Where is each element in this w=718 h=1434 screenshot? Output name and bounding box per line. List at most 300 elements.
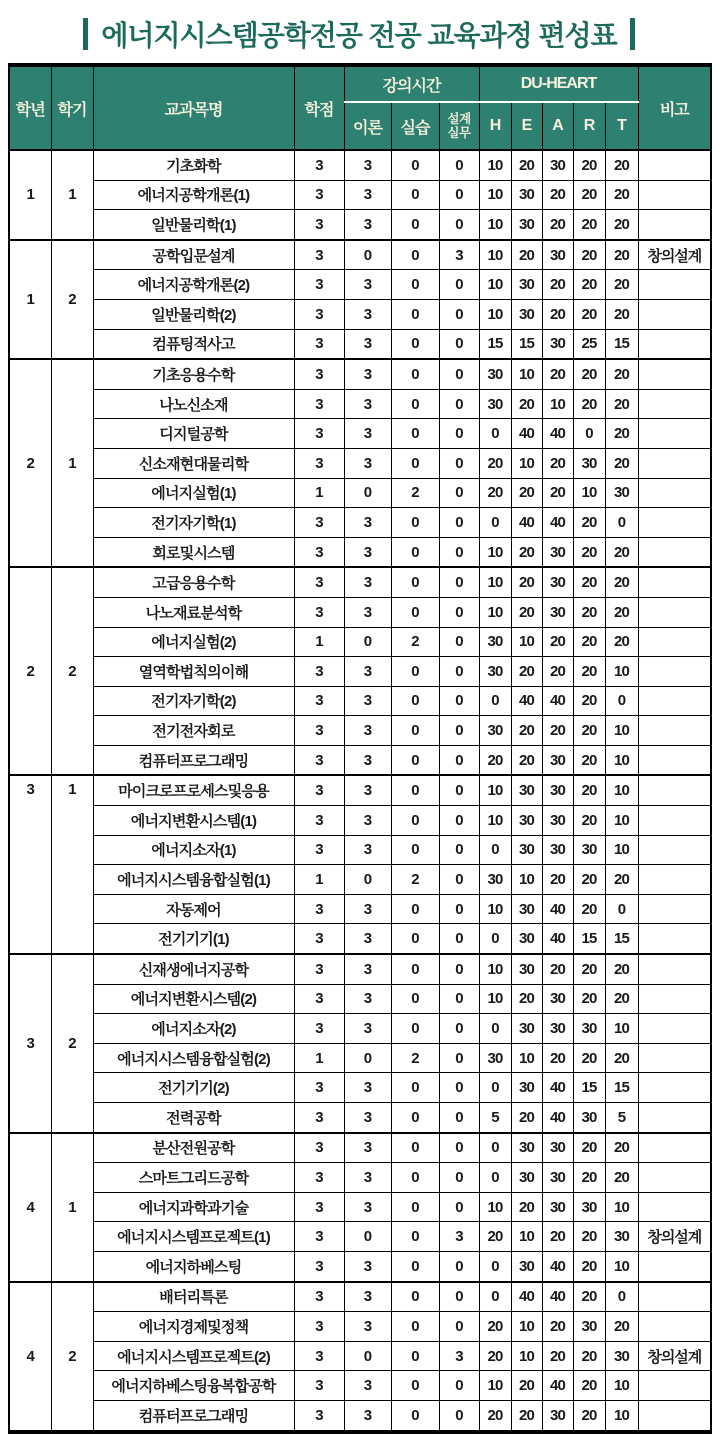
practice-hours-cell: 0 — [391, 1371, 439, 1401]
course-row — [9, 537, 711, 567]
practice-hours-cell: 2 — [391, 865, 439, 895]
design-hours-cell: 0 — [439, 1103, 479, 1133]
credits-cell: 3 — [294, 1014, 344, 1044]
semester-cell: 2 — [51, 240, 93, 359]
theory-hours-cell: 3 — [344, 419, 391, 449]
theory-hours-cell: 0 — [344, 1222, 391, 1252]
course-row — [9, 508, 711, 538]
heart-t-cell: 20 — [605, 984, 638, 1014]
heart-e-cell: 30 — [511, 954, 542, 984]
heart-a-cell: 20 — [542, 180, 573, 210]
credits-cell: 3 — [294, 686, 344, 716]
design-hours-cell: 0 — [439, 180, 479, 210]
heart-e-cell: 30 — [511, 299, 542, 329]
heart-r-cell: 20 — [573, 716, 605, 746]
heart-t-cell: 20 — [605, 1163, 638, 1193]
heart-h-cell: 0 — [479, 1163, 511, 1193]
course-row — [9, 329, 711, 359]
course-row — [9, 419, 711, 449]
credits-cell: 3 — [294, 597, 344, 627]
heart-r-cell: 30 — [573, 448, 605, 478]
heart-t-cell: 10 — [605, 1192, 638, 1222]
heart-e-cell: 20 — [511, 745, 542, 775]
year-cell: 1 — [9, 240, 51, 359]
credits-cell: 3 — [294, 954, 344, 984]
design-hours-cell: 0 — [439, 894, 479, 924]
note-cell — [638, 806, 711, 836]
semester-cell: 1 — [51, 359, 93, 567]
credits-cell: 3 — [294, 657, 344, 687]
year-cell: 4 — [9, 1282, 51, 1432]
heart-h-cell: 10 — [479, 180, 511, 210]
semester-cell: 1 — [51, 775, 93, 954]
heart-t-cell: 10 — [605, 1371, 638, 1401]
header-theory: 이론 — [344, 102, 391, 150]
heart-e-cell: 10 — [511, 865, 542, 895]
practice-hours-cell: 0 — [391, 657, 439, 687]
note-cell: 창의설계 — [638, 240, 711, 270]
note-cell — [638, 657, 711, 687]
course-row — [9, 657, 711, 687]
course-row — [9, 1192, 711, 1222]
credits-cell: 3 — [294, 1133, 344, 1163]
heart-t-cell: 10 — [605, 1400, 638, 1431]
note-cell — [638, 627, 711, 657]
heart-h-cell: 20 — [479, 1341, 511, 1371]
header-lecture-hours-group: 강의시간 — [344, 65, 479, 102]
heart-a-cell: 20 — [542, 270, 573, 300]
heart-r-cell: 20 — [573, 1282, 605, 1312]
heart-r-cell: 20 — [573, 210, 605, 240]
design-hours-cell: 0 — [439, 1251, 479, 1281]
heart-e-cell: 40 — [511, 1282, 542, 1312]
heart-t-cell: 15 — [605, 924, 638, 954]
course-name-cell: 공학입문설계 — [93, 240, 294, 270]
header-heart-r: R — [573, 102, 605, 150]
practice-hours-cell: 0 — [391, 329, 439, 359]
note-cell — [638, 537, 711, 567]
heart-a-cell: 10 — [542, 389, 573, 419]
credits-cell: 3 — [294, 1222, 344, 1252]
heart-a-cell: 30 — [542, 537, 573, 567]
heart-e-cell: 20 — [511, 537, 542, 567]
course-name-cell: 에너지공학개론(2) — [93, 270, 294, 300]
course-name-cell: 일반물리학(2) — [93, 299, 294, 329]
theory-hours-cell: 3 — [344, 1073, 391, 1103]
course-name-cell: 전기전자회로 — [93, 716, 294, 746]
heart-e-cell: 10 — [511, 1043, 542, 1073]
heart-e-cell: 30 — [511, 1133, 542, 1163]
practice-hours-cell: 0 — [391, 1014, 439, 1044]
heart-h-cell: 0 — [479, 1133, 511, 1163]
practice-hours-cell: 2 — [391, 627, 439, 657]
design-hours-cell: 0 — [439, 1312, 479, 1342]
theory-hours-cell: 3 — [344, 150, 391, 180]
design-hours-cell: 0 — [439, 478, 479, 508]
heart-a-cell: 20 — [542, 1043, 573, 1073]
theory-hours-cell: 3 — [344, 686, 391, 716]
course-name-cell: 디지털공학 — [93, 419, 294, 449]
heart-h-cell: 30 — [479, 657, 511, 687]
heart-r-cell: 15 — [573, 924, 605, 954]
heart-r-cell: 20 — [573, 627, 605, 657]
heart-r-cell: 20 — [573, 775, 605, 805]
heart-r-cell: 20 — [573, 1371, 605, 1401]
course-name-cell: 배터리특론 — [93, 1282, 294, 1312]
heart-t-cell: 20 — [605, 389, 638, 419]
heart-r-cell: 20 — [573, 1133, 605, 1163]
heart-h-cell: 20 — [479, 448, 511, 478]
heart-e-cell: 10 — [511, 359, 542, 389]
design-hours-cell: 0 — [439, 1282, 479, 1312]
heart-t-cell: 20 — [605, 865, 638, 895]
heart-h-cell: 10 — [479, 806, 511, 836]
credits-cell: 3 — [294, 1341, 344, 1371]
course-row — [9, 775, 711, 805]
theory-hours-cell: 0 — [344, 1043, 391, 1073]
course-row — [9, 299, 711, 329]
design-hours-cell: 0 — [439, 389, 479, 419]
heart-e-cell: 30 — [511, 924, 542, 954]
practice-hours-cell: 0 — [391, 359, 439, 389]
curriculum-table — [8, 63, 712, 1434]
heart-e-cell: 20 — [511, 984, 542, 1014]
header-note: 비고 — [638, 65, 711, 150]
heart-r-cell: 20 — [573, 299, 605, 329]
curriculum-table-body — [9, 150, 711, 1432]
course-name-cell: 에너지시스템프로젝트(2) — [93, 1341, 294, 1371]
note-cell — [638, 716, 711, 746]
course-name-cell: 신소재현대물리학 — [93, 448, 294, 478]
course-name-cell: 에너지시스템융합실험(1) — [93, 865, 294, 895]
course-row — [9, 1133, 711, 1163]
theory-hours-cell: 3 — [344, 745, 391, 775]
course-row — [9, 865, 711, 895]
heart-e-cell: 10 — [511, 1341, 542, 1371]
heart-e-cell: 20 — [511, 150, 542, 180]
design-hours-cell: 0 — [439, 657, 479, 687]
theory-hours-cell: 3 — [344, 448, 391, 478]
design-hours-cell: 0 — [439, 1073, 479, 1103]
practice-hours-cell: 0 — [391, 448, 439, 478]
heart-t-cell: 30 — [605, 1222, 638, 1252]
heart-e-cell: 40 — [511, 686, 542, 716]
heart-t-cell: 10 — [605, 716, 638, 746]
heart-h-cell: 10 — [479, 1371, 511, 1401]
heart-h-cell: 30 — [479, 1043, 511, 1073]
credits-cell: 1 — [294, 1043, 344, 1073]
note-cell — [638, 299, 711, 329]
heart-a-cell: 20 — [542, 1341, 573, 1371]
credits-cell: 3 — [294, 419, 344, 449]
heart-e-cell: 30 — [511, 1014, 542, 1044]
course-row — [9, 359, 711, 389]
heart-r-cell: 20 — [573, 1163, 605, 1193]
note-cell — [638, 835, 711, 865]
heart-h-cell: 20 — [479, 745, 511, 775]
design-hours-cell: 0 — [439, 865, 479, 895]
note-cell — [638, 984, 711, 1014]
heart-h-cell: 10 — [479, 775, 511, 805]
heart-t-cell: 15 — [605, 329, 638, 359]
theory-hours-cell: 3 — [344, 359, 391, 389]
design-hours-cell: 0 — [439, 210, 479, 240]
course-name-cell: 에너지시스템프로젝트(1) — [93, 1222, 294, 1252]
heart-a-cell: 20 — [542, 716, 573, 746]
course-name-cell: 스마트그리드공학 — [93, 1163, 294, 1193]
practice-hours-cell: 2 — [391, 1043, 439, 1073]
heart-h-cell: 0 — [479, 1073, 511, 1103]
course-name-cell: 신재생에너지공학 — [93, 954, 294, 984]
design-hours-cell: 0 — [439, 567, 479, 597]
note-cell — [638, 1192, 711, 1222]
heart-h-cell: 10 — [479, 537, 511, 567]
note-cell — [638, 1014, 711, 1044]
heart-t-cell: 30 — [605, 1341, 638, 1371]
note-cell — [638, 745, 711, 775]
heart-h-cell: 0 — [479, 419, 511, 449]
practice-hours-cell: 0 — [391, 745, 439, 775]
theory-hours-cell: 3 — [344, 894, 391, 924]
note-cell — [638, 865, 711, 895]
practice-hours-cell: 0 — [391, 924, 439, 954]
heart-h-cell: 30 — [479, 359, 511, 389]
header-heart-t: T — [605, 102, 638, 150]
credits-cell: 3 — [294, 270, 344, 300]
course-name-cell: 컴퓨터프로그래밍 — [93, 745, 294, 775]
theory-hours-cell: 3 — [344, 984, 391, 1014]
credits-cell: 3 — [294, 537, 344, 567]
note-cell — [638, 1043, 711, 1073]
heart-e-cell: 20 — [511, 657, 542, 687]
heart-e-cell: 20 — [511, 389, 542, 419]
course-name-cell: 에너지소자(1) — [93, 835, 294, 865]
note-cell — [638, 329, 711, 359]
heart-t-cell: 20 — [605, 150, 638, 180]
theory-hours-cell: 3 — [344, 1251, 391, 1281]
design-hours-cell: 0 — [439, 419, 479, 449]
practice-hours-cell: 2 — [391, 478, 439, 508]
heart-a-cell: 30 — [542, 745, 573, 775]
course-row — [9, 745, 711, 775]
practice-hours-cell: 0 — [391, 775, 439, 805]
note-cell — [638, 389, 711, 419]
heart-a-cell: 40 — [542, 894, 573, 924]
note-cell — [638, 894, 711, 924]
design-hours-cell: 0 — [439, 448, 479, 478]
heart-e-cell: 10 — [511, 627, 542, 657]
header-course-name: 교과목명 — [93, 65, 294, 150]
heart-a-cell: 20 — [542, 1222, 573, 1252]
design-hours-cell: 0 — [439, 954, 479, 984]
credits-cell: 3 — [294, 150, 344, 180]
header-semester: 학기 — [51, 65, 93, 150]
heart-t-cell: 20 — [605, 1312, 638, 1342]
heart-t-cell: 0 — [605, 508, 638, 538]
header-heart-h: H — [479, 102, 511, 150]
header-credits: 학점 — [294, 65, 344, 150]
course-name-cell: 기초응용수학 — [93, 359, 294, 389]
course-row — [9, 150, 711, 180]
semester-cell: 2 — [51, 1282, 93, 1432]
note-cell — [638, 924, 711, 954]
heart-h-cell: 10 — [479, 984, 511, 1014]
note-cell — [638, 478, 711, 508]
theory-hours-cell: 3 — [344, 329, 391, 359]
theory-hours-cell: 3 — [344, 508, 391, 538]
heart-h-cell: 20 — [479, 1400, 511, 1431]
practice-hours-cell: 0 — [391, 1251, 439, 1281]
course-row — [9, 1282, 711, 1312]
note-cell — [638, 567, 711, 597]
practice-hours-cell: 0 — [391, 806, 439, 836]
heart-e-cell: 20 — [511, 716, 542, 746]
theory-hours-cell: 3 — [344, 210, 391, 240]
heart-h-cell: 30 — [479, 627, 511, 657]
header-design-practice: 설계실무 — [439, 102, 479, 150]
design-hours-cell: 0 — [439, 835, 479, 865]
practice-hours-cell: 0 — [391, 686, 439, 716]
practice-hours-cell: 0 — [391, 984, 439, 1014]
design-hours-cell: 0 — [439, 1043, 479, 1073]
heart-e-cell: 40 — [511, 508, 542, 538]
course-name-cell: 전기기기(1) — [93, 924, 294, 954]
practice-hours-cell: 0 — [391, 508, 439, 538]
course-name-cell: 에너지실험(1) — [93, 478, 294, 508]
design-hours-cell: 0 — [439, 1133, 479, 1163]
theory-hours-cell: 3 — [344, 567, 391, 597]
course-row — [9, 1251, 711, 1281]
heart-h-cell: 30 — [479, 865, 511, 895]
course-name-cell: 에너지실험(2) — [93, 627, 294, 657]
heart-a-cell: 40 — [542, 686, 573, 716]
theory-hours-cell: 3 — [344, 1192, 391, 1222]
course-row — [9, 389, 711, 419]
note-cell — [638, 1073, 711, 1103]
heart-r-cell: 25 — [573, 329, 605, 359]
course-name-cell: 에너지변환시스템(2) — [93, 984, 294, 1014]
course-name-cell: 전기자기학(2) — [93, 686, 294, 716]
practice-hours-cell: 0 — [391, 894, 439, 924]
heart-t-cell: 0 — [605, 894, 638, 924]
theory-hours-cell: 3 — [344, 835, 391, 865]
heart-a-cell: 30 — [542, 984, 573, 1014]
heart-r-cell: 20 — [573, 1400, 605, 1431]
note-cell — [638, 448, 711, 478]
course-name-cell: 전기자기학(1) — [93, 508, 294, 538]
practice-hours-cell: 0 — [391, 1103, 439, 1133]
course-row — [9, 210, 711, 240]
heart-e-cell: 20 — [511, 1400, 542, 1431]
header-heart-e: E — [511, 102, 542, 150]
heart-e-cell: 30 — [511, 1073, 542, 1103]
heart-r-cell: 20 — [573, 745, 605, 775]
theory-hours-cell: 3 — [344, 775, 391, 805]
theory-hours-cell: 0 — [344, 1341, 391, 1371]
heart-r-cell: 20 — [573, 894, 605, 924]
header-heart-a: A — [542, 102, 573, 150]
header-practice: 실습 — [391, 102, 439, 150]
note-cell — [638, 1133, 711, 1163]
heart-t-cell: 10 — [605, 745, 638, 775]
credits-cell: 3 — [294, 389, 344, 419]
heart-r-cell: 20 — [573, 657, 605, 687]
design-hours-cell: 3 — [439, 1222, 479, 1252]
heart-r-cell: 20 — [573, 1043, 605, 1073]
heart-r-cell: 20 — [573, 180, 605, 210]
heart-t-cell: 15 — [605, 1073, 638, 1103]
course-name-cell: 컴퓨팅적사고 — [93, 329, 294, 359]
course-row — [9, 924, 711, 954]
design-hours-cell: 0 — [439, 1371, 479, 1401]
heart-a-cell: 30 — [542, 1192, 573, 1222]
heart-e-cell: 30 — [511, 1251, 542, 1281]
design-hours-cell: 0 — [439, 1014, 479, 1044]
practice-hours-cell: 0 — [391, 1400, 439, 1431]
design-hours-cell: 3 — [439, 240, 479, 270]
heart-e-cell: 20 — [511, 597, 542, 627]
practice-hours-cell: 0 — [391, 270, 439, 300]
practice-hours-cell: 0 — [391, 180, 439, 210]
course-name-cell: 나노재료분석학 — [93, 597, 294, 627]
design-hours-cell: 0 — [439, 270, 479, 300]
course-name-cell: 일반물리학(1) — [93, 210, 294, 240]
heart-a-cell: 40 — [542, 1103, 573, 1133]
note-cell — [638, 1400, 711, 1431]
heart-r-cell: 30 — [573, 1192, 605, 1222]
heart-a-cell: 20 — [542, 359, 573, 389]
practice-hours-cell: 0 — [391, 1163, 439, 1193]
theory-hours-cell: 3 — [344, 180, 391, 210]
design-hours-cell: 0 — [439, 1400, 479, 1431]
heart-h-cell: 0 — [479, 1251, 511, 1281]
credits-cell: 3 — [294, 1192, 344, 1222]
theory-hours-cell: 3 — [344, 657, 391, 687]
theory-hours-cell: 0 — [344, 865, 391, 895]
design-hours-cell: 0 — [439, 508, 479, 538]
note-cell — [638, 1103, 711, 1133]
heart-a-cell: 30 — [542, 150, 573, 180]
course-name-cell: 분산전원공학 — [93, 1133, 294, 1163]
theory-hours-cell: 3 — [344, 537, 391, 567]
course-row — [9, 835, 711, 865]
heart-h-cell: 5 — [479, 1103, 511, 1133]
heart-e-cell: 30 — [511, 775, 542, 805]
credits-cell: 3 — [294, 567, 344, 597]
heart-t-cell: 20 — [605, 240, 638, 270]
credits-cell: 3 — [294, 1073, 344, 1103]
note-cell — [638, 1163, 711, 1193]
note-cell — [638, 775, 711, 805]
heart-t-cell: 10 — [605, 806, 638, 836]
heart-a-cell: 30 — [542, 567, 573, 597]
course-name-cell: 에너지소자(2) — [93, 1014, 294, 1044]
heart-a-cell: 20 — [542, 448, 573, 478]
course-name-cell: 에너지경제및정책 — [93, 1312, 294, 1342]
course-name-cell: 열역학법칙의이해 — [93, 657, 294, 687]
heart-t-cell: 20 — [605, 537, 638, 567]
semester-cell: 1 — [51, 150, 93, 240]
course-row — [9, 1400, 711, 1431]
theory-hours-cell: 0 — [344, 478, 391, 508]
credits-cell: 3 — [294, 240, 344, 270]
design-hours-cell: 0 — [439, 1192, 479, 1222]
course-row — [9, 1371, 711, 1401]
course-name-cell: 고급응용수학 — [93, 567, 294, 597]
credits-cell: 3 — [294, 299, 344, 329]
heart-h-cell: 20 — [479, 478, 511, 508]
practice-hours-cell: 0 — [391, 150, 439, 180]
